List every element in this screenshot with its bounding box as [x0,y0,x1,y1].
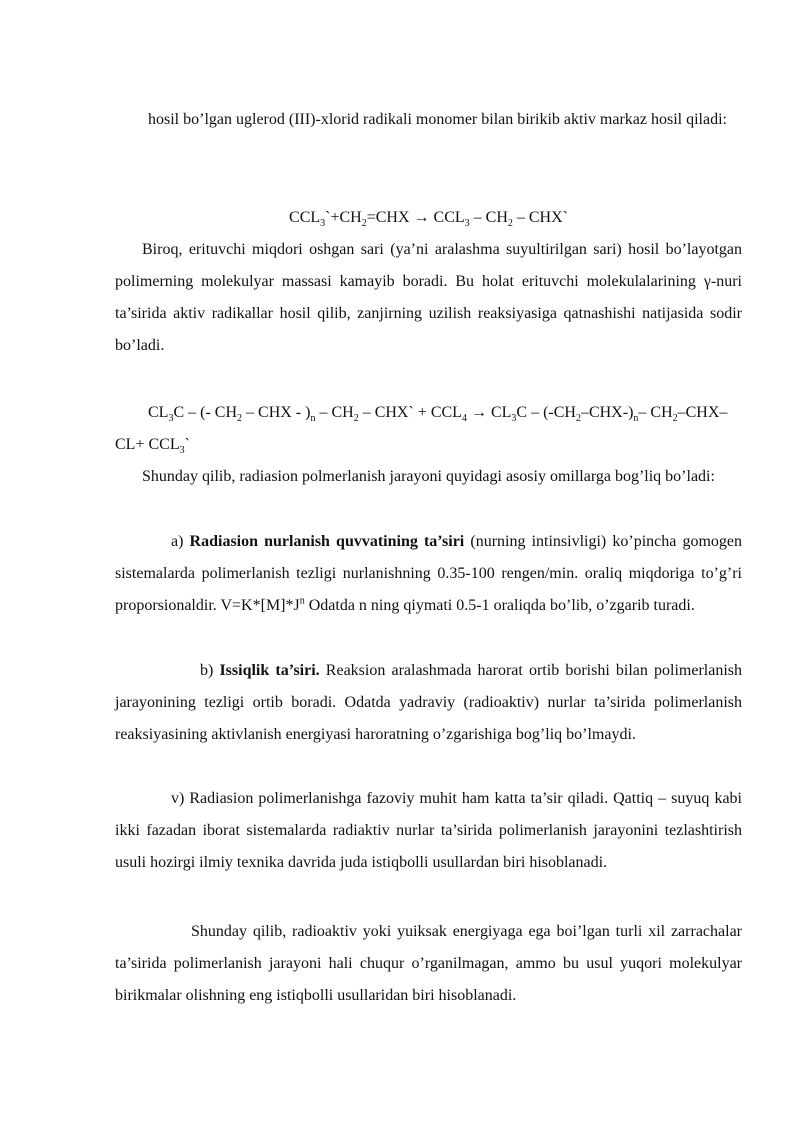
equation-initiation: $CCL_3`+CH_2=CHX \to CCL_3 - CH_2$ – CHX` [289,209,568,230]
equation-chain-transfer: $CL_3C$ – (- $CH_2$ – CHX - )$_n - CH_2$ – CHX` + $CCL_4 \to CL_3C - (-CH_2-CHX-)_n-$ $CH_2-CHX-CL+$ $CCL_3`$ [115,404,728,457]
paragraph-factor-a: a) Radiasion nurlanish quvvatining ta’siri (nurning intinsivligi) ko’pincha gomogen sistemalarda polimerlanish tezligi nurlanishning 0.35-100 rengen/min. oraliq miqdoriga to’g’ri proporsionaldir. $V=K*[M]*J^n$ Odatda n ning qiymati 0.5-1 oraliqda bo’lib, o’zgarib turadi. [115,533,743,614]
paragraph-conclusion-text: Shunday qilib, radioaktiv yoki yuiksak energiyaga ega boi’lgan turli xil zarrachalar ta’sirida polimerlanish jarayoni hali chuqur o’rganilmagan, ammo bu usul yuqori molekulyar birikmalar olishning eng istiqbolli usullaridan biri hisoblanadi. [115,923,742,1004]
factor-b-heading: Issiqlik ta’siri. [219,662,320,679]
paragraph-factor-b: b) Issiqlik ta’siri. Reaksion aralashmada harorat ortib borishi bilan polimerlanish jarayonining tezligi ortib boradi. Odatda yadraviy (radioaktiv) nurlar ta’sirida polimerlanish reaksiyasining aktivlanish energiyasi haroratning o’zgarishiga bog’liq bo’lmaydi. [115,662,742,743]
paragraph-factor-v [115,783,742,879]
paragraph-solvent-effect-text: Biroq, erituvchi miqdori oshgan sari (ya’ni aralashma suyultirilgan sari) hosil bo’layotgan polimerning molekulyar massasi kamayib boradi. Bu holat erituvchi molekulalarining γ-nuri ta’sirida aktiv radikallar hosil qilib, zanjirning uzilish reaksiyasiga qatnashishi natijasida sodir bo’ladi. [115,241,742,354]
paragraph-factor-v-text: v) Radiasion polimerlanishga fazoviy muhit ham katta ta’sir qiladi. Qattiq – suyuq kabi ikki fazadan iborat sistemalarda radiaktiv nurlar ta’sirida polimerlanish jarayonini tezlashtirish usuli hozirgi ilmiy texnika davrida juda istiqbolli usullardan biri hisoblanadi. [115,790,742,871]
paragraph-conclusion [115,916,742,1012]
paragraph-factors-intro [115,461,742,493]
paragraph-intro-text: hosil bo’lgan uglerod (III)-xlorid radikali monomer bilan birikib aktiv markaz hosil qiladi: [148,111,727,128]
paragraph-solvent-effect [115,234,742,362]
paragraph-intro [115,104,742,136]
paragraph-factors-intro-text: Shunday qilib, radiasion polmerlanish jarayoni quyidagi asosiy omillarga bog’liq bo’ladi: [142,468,715,485]
factor-a-heading: Radiasion nurlanish quvvatining ta’siri [189,533,465,550]
